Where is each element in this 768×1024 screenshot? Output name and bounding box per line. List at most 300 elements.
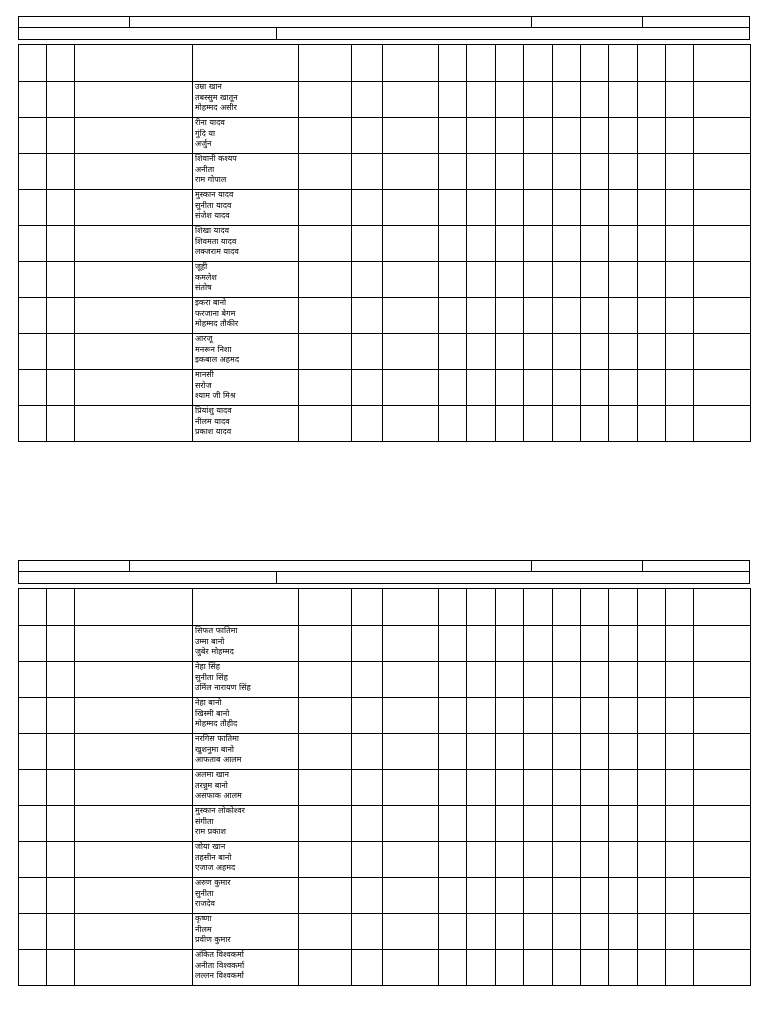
table-cell <box>553 842 581 878</box>
mother-name: तबस्सुम खातून <box>195 92 238 102</box>
table-cell <box>19 82 47 118</box>
table-cell <box>694 190 751 226</box>
table-cell <box>581 662 609 698</box>
mother-name: सुनीता सिंह <box>195 672 228 682</box>
table-cell <box>553 662 581 698</box>
student-name: सिफत फातिमा <box>195 626 238 635</box>
table-cell <box>47 914 75 950</box>
table-cell <box>19 118 47 154</box>
table-row <box>19 698 751 734</box>
table-cell <box>75 950 193 986</box>
names-cell <box>193 82 299 118</box>
register-section-2 <box>18 560 750 986</box>
table-cell <box>609 734 638 770</box>
table-cell <box>666 226 694 262</box>
table-cell <box>467 406 496 442</box>
table-cell <box>299 878 352 914</box>
table-cell <box>609 770 638 806</box>
table-cell <box>439 370 467 406</box>
table-cell <box>496 842 524 878</box>
table-cell <box>666 118 694 154</box>
student-name: रीना यादव <box>195 118 225 127</box>
table-cell <box>299 298 352 334</box>
father-name: लक्जराम यादव <box>195 247 239 256</box>
table-cell <box>694 154 751 190</box>
table-cell <box>638 698 666 734</box>
table-cell <box>467 914 496 950</box>
table-cell <box>496 626 524 662</box>
table-cell <box>666 806 694 842</box>
table-cell <box>47 118 75 154</box>
table-cell <box>524 298 553 334</box>
table-cell <box>19 298 47 334</box>
table-cell <box>467 734 496 770</box>
table-row <box>19 298 751 334</box>
table-cell <box>666 770 694 806</box>
table-cell <box>19 842 47 878</box>
names-cell <box>193 226 299 262</box>
mother-name: खिस्मी बानो <box>195 708 230 718</box>
father-name: मोहम्मद असीर <box>195 103 237 112</box>
mother-name: संगीता <box>195 816 214 826</box>
student-name: मानसी <box>195 370 214 379</box>
table-cell <box>352 370 383 406</box>
header-cell <box>694 45 751 82</box>
table-cell <box>524 82 553 118</box>
table-cell <box>496 190 524 226</box>
table-cell <box>299 626 352 662</box>
table-cell <box>609 662 638 698</box>
header-cell <box>19 589 47 626</box>
table-cell <box>638 662 666 698</box>
meta-row-top <box>18 16 750 28</box>
table-cell <box>609 298 638 334</box>
table-cell <box>581 154 609 190</box>
header-cell <box>638 45 666 82</box>
table-cell <box>299 662 352 698</box>
table-cell <box>666 914 694 950</box>
table-cell <box>439 154 467 190</box>
names-cell <box>193 262 299 298</box>
table-cell <box>47 878 75 914</box>
table-cell <box>47 842 75 878</box>
table-cell <box>694 842 751 878</box>
student-name: इकरा बानो <box>195 298 227 307</box>
father-name: इकबाल अहमद <box>195 355 240 364</box>
table-cell <box>496 734 524 770</box>
table-cell <box>299 370 352 406</box>
table-cell <box>19 662 47 698</box>
table-cell <box>581 626 609 662</box>
table-cell <box>524 370 553 406</box>
header-cell <box>193 589 299 626</box>
header-cell <box>352 45 383 82</box>
table-cell <box>19 806 47 842</box>
table-cell <box>638 626 666 662</box>
table-cell <box>75 262 193 298</box>
mother-name: खुशनुमा बानो <box>195 744 234 754</box>
father-name: लल्लन विश्वकर्मा <box>195 971 244 980</box>
table-cell <box>19 626 47 662</box>
table-cell <box>694 662 751 698</box>
header-row <box>19 45 751 82</box>
student-name: आरजू <box>195 334 213 343</box>
table-cell <box>383 626 439 662</box>
table-cell <box>47 626 75 662</box>
table-cell <box>383 154 439 190</box>
table-cell <box>47 370 75 406</box>
table-cell <box>47 770 75 806</box>
table-cell <box>496 82 524 118</box>
names-cell <box>193 878 299 914</box>
father-name: श्याम जी मिश्र <box>195 391 236 400</box>
table-cell <box>638 118 666 154</box>
table-cell <box>609 698 638 734</box>
table-cell <box>352 118 383 154</box>
table-cell <box>75 842 193 878</box>
table-cell <box>524 626 553 662</box>
header-cell <box>299 589 352 626</box>
table-cell <box>75 914 193 950</box>
student-name: प्रियांशु यादव <box>195 406 232 415</box>
student-name: अरुण कुमार <box>195 878 231 887</box>
header-cell <box>383 589 439 626</box>
table-cell <box>467 698 496 734</box>
table-cell <box>75 154 193 190</box>
table-cell <box>553 118 581 154</box>
header-cell <box>19 45 47 82</box>
table-cell <box>467 842 496 878</box>
mother-name: तहसीन बानो <box>195 852 232 862</box>
table-cell <box>609 406 638 442</box>
table-cell <box>75 118 193 154</box>
table-cell <box>553 262 581 298</box>
table-cell <box>47 662 75 698</box>
table-cell <box>581 878 609 914</box>
table-cell <box>553 770 581 806</box>
header-cell <box>496 45 524 82</box>
table-cell <box>524 334 553 370</box>
table-cell <box>524 878 553 914</box>
table-cell <box>609 262 638 298</box>
header-cell <box>666 45 694 82</box>
table-cell <box>609 806 638 842</box>
meta-row-second <box>18 28 750 40</box>
table-cell <box>524 806 553 842</box>
names-cell <box>193 698 299 734</box>
student-name: जोया खान <box>195 842 226 851</box>
father-name: मोहम्मद तौहीद <box>195 719 238 728</box>
table-cell <box>47 262 75 298</box>
table-cell <box>383 82 439 118</box>
table-cell <box>19 190 47 226</box>
table-cell <box>609 226 638 262</box>
table-cell <box>47 698 75 734</box>
table-cell <box>75 406 193 442</box>
father-name: मोहम्मद तौकीर <box>195 319 239 328</box>
names-cell <box>193 626 299 662</box>
table-cell <box>439 118 467 154</box>
table-cell <box>19 878 47 914</box>
student-name: शिखा यादव <box>195 226 230 235</box>
table-cell <box>496 662 524 698</box>
father-name: प्रकाश यादव <box>195 427 232 436</box>
mother-name: मनरून निशा <box>195 344 232 354</box>
table-cell <box>524 842 553 878</box>
header-cell <box>47 589 75 626</box>
table-cell <box>609 154 638 190</box>
table-cell <box>666 298 694 334</box>
table-cell <box>352 878 383 914</box>
table-row <box>19 806 751 842</box>
table-cell <box>581 190 609 226</box>
table-cell <box>352 334 383 370</box>
table-cell <box>609 878 638 914</box>
father-name: असफाक आलम <box>195 791 242 800</box>
table-cell <box>553 914 581 950</box>
header-cell <box>553 589 581 626</box>
table-cell <box>666 878 694 914</box>
header-cell <box>496 589 524 626</box>
father-name: राम प्रकाश <box>195 827 226 836</box>
table-cell <box>439 298 467 334</box>
names-cell <box>193 734 299 770</box>
names-cell <box>193 154 299 190</box>
table-cell <box>666 190 694 226</box>
father-name: राजदेव <box>195 899 215 908</box>
table-cell <box>553 878 581 914</box>
table-cell <box>75 734 193 770</box>
student-name: अंकित विश्वकर्मा <box>195 950 244 959</box>
table-cell <box>299 118 352 154</box>
table-cell <box>553 406 581 442</box>
table-cell <box>19 734 47 770</box>
table-cell <box>47 82 75 118</box>
student-name: नरगिस फातिमा <box>195 734 239 743</box>
table-cell <box>467 190 496 226</box>
table-cell <box>496 334 524 370</box>
table-cell <box>19 770 47 806</box>
register-section-1 <box>18 16 750 442</box>
table-cell <box>299 770 352 806</box>
names-cell <box>193 950 299 986</box>
table-cell <box>75 298 193 334</box>
header-cell <box>609 589 638 626</box>
header-cell <box>581 589 609 626</box>
mother-name: सुनीता <box>195 888 214 898</box>
table-cell <box>439 914 467 950</box>
table-cell <box>19 334 47 370</box>
table-cell <box>467 950 496 986</box>
table-cell <box>383 406 439 442</box>
table-cell <box>638 770 666 806</box>
names-cell <box>193 770 299 806</box>
table-cell <box>19 406 47 442</box>
table-cell <box>581 734 609 770</box>
table-cell <box>694 950 751 986</box>
table-row <box>19 734 751 770</box>
student-name: नेहा सिंह <box>195 662 221 671</box>
table-cell <box>638 298 666 334</box>
table-cell <box>496 770 524 806</box>
table-cell <box>299 154 352 190</box>
register-table <box>18 44 751 442</box>
table-cell <box>383 370 439 406</box>
table-cell <box>75 334 193 370</box>
table-cell <box>524 262 553 298</box>
father-name: संतोष <box>195 283 212 292</box>
table-cell <box>553 370 581 406</box>
table-cell <box>467 118 496 154</box>
student-name: नेहा बानो <box>195 698 222 707</box>
table-cell <box>439 662 467 698</box>
table-cell <box>581 770 609 806</box>
table-cell <box>19 154 47 190</box>
father-name: संजेश यादव <box>195 211 230 220</box>
table-row <box>19 334 751 370</box>
table-cell <box>609 118 638 154</box>
student-name: मुस्कान लोकोश्वर <box>195 806 245 815</box>
table-cell <box>666 626 694 662</box>
table-cell <box>439 226 467 262</box>
mother-name: अनीता <box>195 164 215 174</box>
student-name: शिवानी कश्यप <box>195 154 237 163</box>
table-cell <box>581 82 609 118</box>
mother-name: फरजाना बेगम <box>195 308 236 318</box>
header-cell <box>75 589 193 626</box>
header-cell <box>439 589 467 626</box>
mother-name: गुंदि या <box>195 128 216 138</box>
table-cell <box>352 190 383 226</box>
table-cell <box>352 154 383 190</box>
table-cell <box>553 950 581 986</box>
table-row <box>19 118 751 154</box>
table-row <box>19 190 751 226</box>
table-cell <box>467 154 496 190</box>
table-cell <box>524 118 553 154</box>
header-cell <box>439 45 467 82</box>
table-cell <box>581 914 609 950</box>
table-cell <box>467 626 496 662</box>
header-cell <box>524 45 553 82</box>
table-cell <box>694 698 751 734</box>
table-row <box>19 626 751 662</box>
table-cell <box>553 334 581 370</box>
table-cell <box>553 806 581 842</box>
table-cell <box>75 770 193 806</box>
table-cell <box>666 734 694 770</box>
table-cell <box>352 806 383 842</box>
father-name: आफताब आलम <box>195 755 242 764</box>
header-cell <box>609 45 638 82</box>
table-cell <box>638 806 666 842</box>
father-name: प्रवीण कुमार <box>195 935 231 944</box>
table-cell <box>553 626 581 662</box>
header-cell <box>193 45 299 82</box>
table-row <box>19 226 751 262</box>
header-cell <box>694 589 751 626</box>
table-cell <box>19 262 47 298</box>
table-cell <box>496 950 524 986</box>
header-cell <box>352 589 383 626</box>
table-cell <box>496 226 524 262</box>
table-cell <box>666 950 694 986</box>
table-row <box>19 262 751 298</box>
table-cell <box>609 370 638 406</box>
table-cell <box>553 698 581 734</box>
table-row <box>19 950 751 986</box>
table-cell <box>19 950 47 986</box>
table-cell <box>299 190 352 226</box>
table-row <box>19 370 751 406</box>
names-cell <box>193 806 299 842</box>
father-name: एजाज अहमद <box>195 863 236 872</box>
table-cell <box>439 878 467 914</box>
table-cell <box>553 226 581 262</box>
table-cell <box>75 626 193 662</box>
table-cell <box>553 190 581 226</box>
table-cell <box>467 82 496 118</box>
table-cell <box>609 914 638 950</box>
table-cell <box>496 154 524 190</box>
table-cell <box>383 914 439 950</box>
table-cell <box>638 842 666 878</box>
father-name: जुबेर मोहम्मद <box>195 647 234 656</box>
table-cell <box>352 262 383 298</box>
student-name: मुस्कान यादव <box>195 190 234 199</box>
table-cell <box>638 406 666 442</box>
table-row <box>19 878 751 914</box>
table-cell <box>496 406 524 442</box>
header-cell <box>299 45 352 82</box>
names-cell <box>193 190 299 226</box>
table-cell <box>467 334 496 370</box>
table-cell <box>694 806 751 842</box>
table-cell <box>75 698 193 734</box>
table-cell <box>383 770 439 806</box>
table-cell <box>467 298 496 334</box>
table-cell <box>19 914 47 950</box>
table-cell <box>19 370 47 406</box>
header-cell <box>467 45 496 82</box>
table-cell <box>694 298 751 334</box>
table-row <box>19 842 751 878</box>
table-cell <box>694 626 751 662</box>
table-cell <box>666 406 694 442</box>
table-cell <box>75 82 193 118</box>
table-cell <box>299 842 352 878</box>
names-cell <box>193 914 299 950</box>
names-cell <box>193 118 299 154</box>
table-cell <box>524 406 553 442</box>
table-cell <box>666 370 694 406</box>
table-cell <box>524 154 553 190</box>
table-row <box>19 914 751 950</box>
table-cell <box>383 226 439 262</box>
table-cell <box>581 334 609 370</box>
table-cell <box>439 262 467 298</box>
table-cell <box>299 82 352 118</box>
mother-name: अनीता विश्वकर्मा <box>195 960 245 970</box>
table-cell <box>666 334 694 370</box>
names-cell <box>193 406 299 442</box>
table-cell <box>47 298 75 334</box>
table-cell <box>47 406 75 442</box>
table-cell <box>496 914 524 950</box>
table-cell <box>75 370 193 406</box>
student-name: जूही <box>195 262 208 271</box>
table-cell <box>694 734 751 770</box>
